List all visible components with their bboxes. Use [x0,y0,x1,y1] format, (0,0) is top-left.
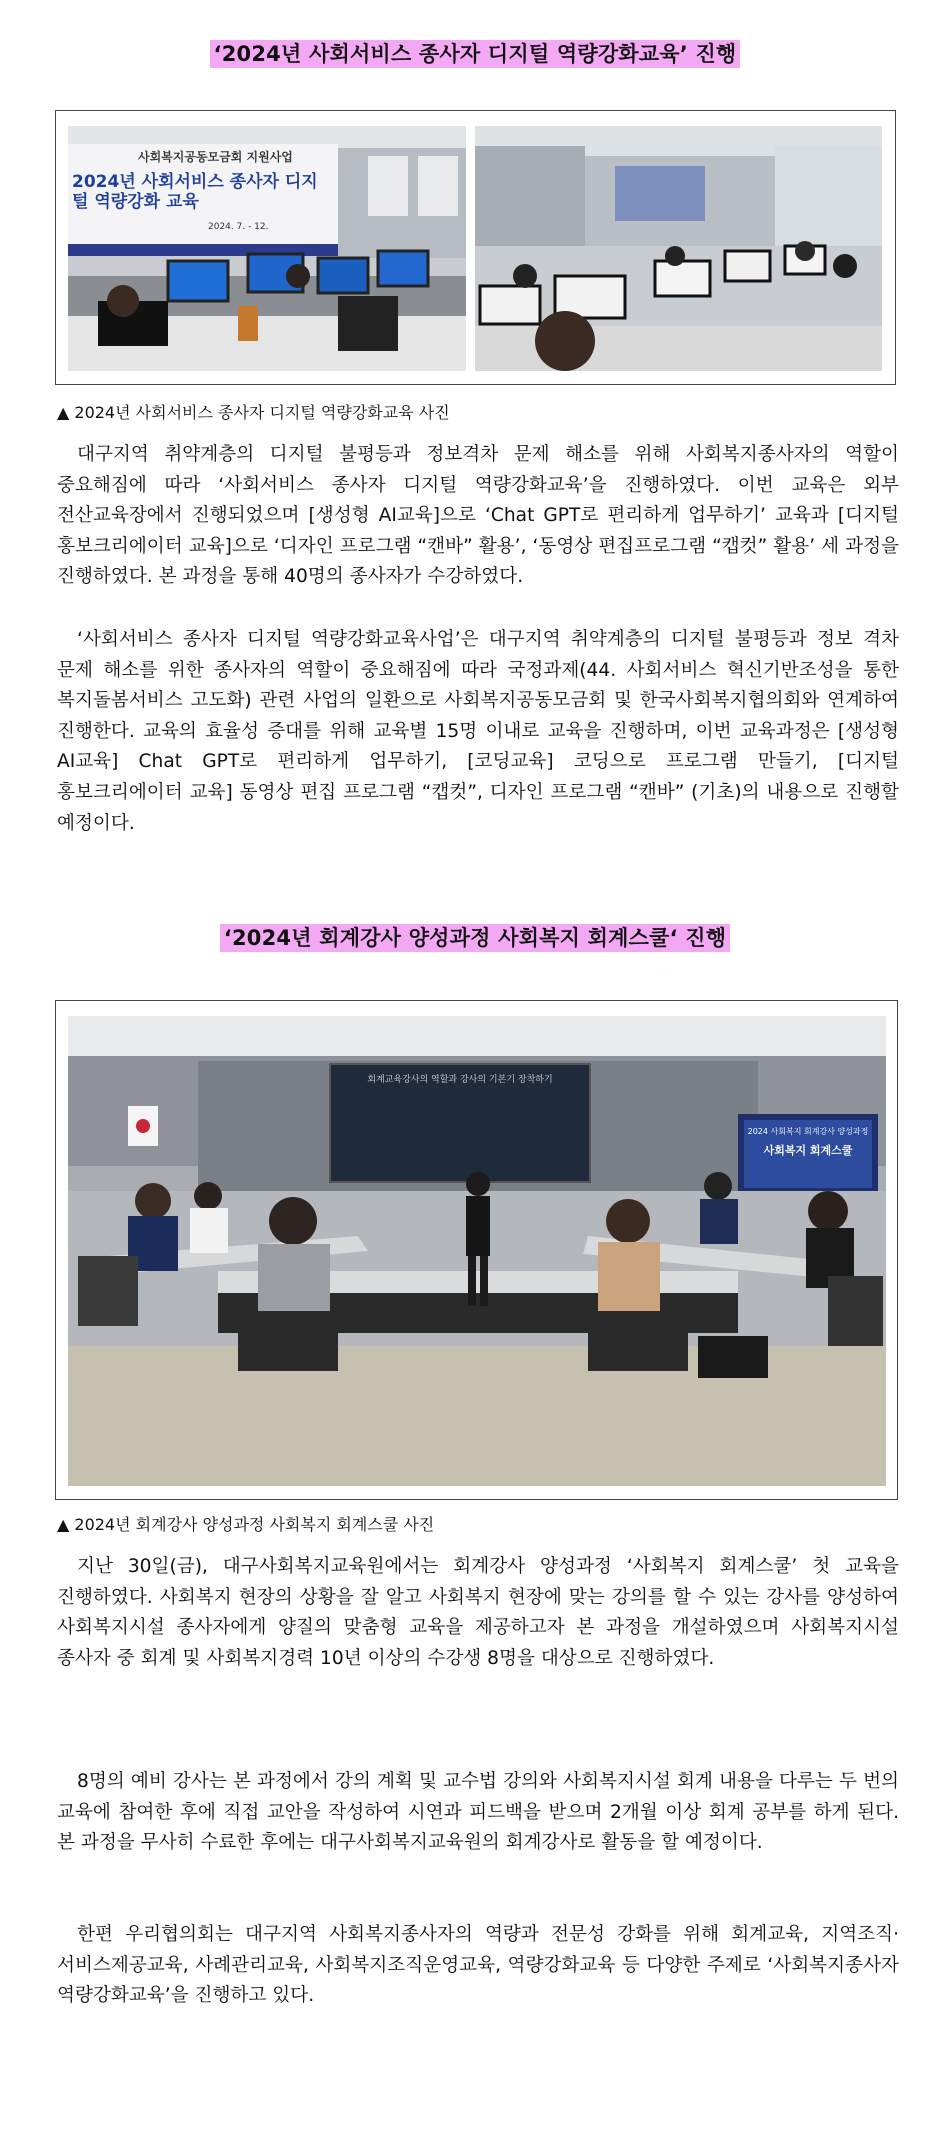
section1-photo-frame [55,110,896,385]
section2-title: ‘2024년 회계강사 양성과정 사회복지 회계스쿨‘ 진행 [0,922,950,952]
section1-title: ‘2024년 사회서비스 종사자 디지털 역량강화교육’ 진행 [0,38,950,68]
computer-lab-image [475,126,882,371]
right-banner-line2: 사회복지 회계스쿨 [763,1144,853,1157]
right-banner-line1: 2024 사회복지 회계강사 양성과정 [747,1127,869,1136]
digital-class-photo-2 [475,126,882,371]
section2-photo-frame [55,1000,898,1500]
accounting-school-photo [68,1016,886,1486]
seminar-room-image [68,1016,886,1486]
banner-main-text: 2024년 사회서비스 종사자 디지털 역량강화 교육 [72,172,318,212]
digital-class-photo-1 [68,126,466,371]
section2-paragraph-3: 한편 우리협의회는 대구지역 사회복지종사자의 역량과 전문성 강화를 위해 회계교육, 지역조직·서비스제공교육, 사례관리교육, 사회복지조직운영교육, 역량강화교육 등 다양한 주제로 ‘사회복지종사자 역량강화교육’을 진행하고 있다. [57,1924,899,2007]
section2-paragraph-1: 지난 30일(금), 대구사회복지교육원에서는 회계강사 양성과정 ‘사회복지 회계스쿨’ 첫 교육을 진행하였다. 사회복지 현장의 상황을 잘 알고 사회복지 현장에 맞는 강의를 할 수 있는 강사를 양성하여 사회복지시설 종사자에게 양질의 맞춤형 교육을 제공하고자 본 과정을 개설하였으며 사회복지시설 종사자 중 회계 및 사회복지경력 10년 이상의 수강생 8명을 대상으로 진행하였다. [57,1556,899,1669]
banner-date-text: 2024. 7. - 12. [208,222,269,232]
section1-photo-caption: ▲ 2024년 사회서비스 종사자 디지털 역량강화교육 사진 [57,403,450,422]
section1-paragraph-2: ‘사회서비스 종사자 디지털 역량강화교육사업’은 대구지역 취약계층의 디지털 불평등과 정보 격차 문제 해소를 위한 종사자의 역할이 중요해짐에 따라 국정과제(44. 사회서비스 혁신기반조성을 통한 복지돌봄서비스 고도화) 관련 사업의 일환으로 사회복지공동모금회 및 한국사회복지협의회와 연계하여 진행한다. 교육의 효율성 증대를 위해 교육별 15명 이내로 교육을 진행하며, 이번 교육과정은 [생성형 AI교육] Chat GPT로 편리하게 업무하기, [코딩교육] 코딩으로 프로그램 만들기, [디지털 홍보크리에이터 교육] 동영상 편집 프로그램 “캡컷”, 디자인 프로그램 “캔바” (기초)의 내용으로 진행할 예정이다. [57,629,899,834]
section2-paragraph-2: 8명의 예비 강사는 본 과정에서 강의 계획 및 교수법 강의와 사회복지시설 회계 내용을 다루는 두 번의 교육에 참여한 후에 직접 교안을 작성하여 시연과 피드백을 받으며 2개월 이상 회계 공부를 하게 된다. 본 과정을 무사히 수료한 후에는 대구사회복지교육원의 회계강사로 활동을 할 예정이다. [57,1771,899,1854]
banner-small-text: 사회복지공동모금회 지원사업 [138,150,293,164]
section1-paragraph-1: 대구지역 취약계층의 디지털 불평등과 정보격차 문제 해소를 위해 사회복지종사자의 역할이 중요해짐에 따라 ‘사회서비스 종사자 디지털 역량강화교육’을 진행하였다. 이번 교육은 외부 전산교육장에서 진행되었으며 [생성형 AI교육]으로 ‘Chat GPT로 편리하게 업무하기’ 교육과 [디지털 홍보크리에이터 교육]으로 ‘디자인 프로그램 “캔바” 활용’, ‘동영상 편집프로그램 “캡컷” 활용’ 세 과정을 진행하였다. 본 과정을 통해 40명의 종사자가 수강하였다. [57,444,899,588]
projection-screen-text: 회계교육강사의 역할과 강사의 기본기 장착하기 [367,1075,553,1085]
section2-photo-caption: ▲ 2024년 회계강사 양성과정 사회복지 회계스쿨 사진 [57,1515,435,1534]
